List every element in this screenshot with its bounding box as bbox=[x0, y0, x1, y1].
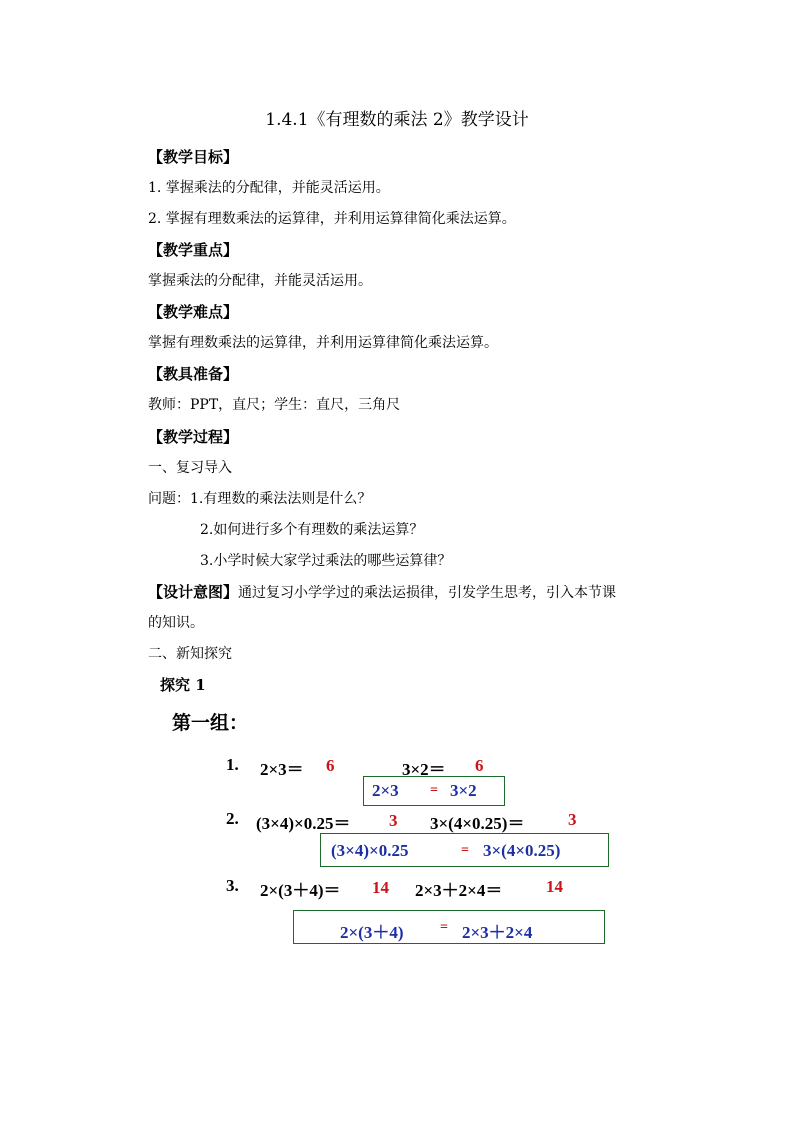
goals-heading: 【教学目标】 bbox=[148, 148, 239, 166]
key-heading: 【教学重点】 bbox=[148, 241, 239, 259]
explore-1-heading: 探究 1 bbox=[160, 676, 206, 694]
design-intent-line-2: 的知识。 bbox=[148, 615, 204, 631]
row-2-box-right: 3×(4×0.25) bbox=[483, 841, 561, 860]
row-3-right-answer: 14 bbox=[546, 877, 563, 896]
question-3: 3.小学时候大家学过乘法的哪些运算律？ bbox=[200, 553, 452, 569]
row-2-number: 2. bbox=[226, 809, 239, 828]
group-title: 第一组： bbox=[172, 713, 249, 734]
question-1-text: 1.有理数的乘法法则是什么？ bbox=[190, 491, 372, 507]
row-3-box-left: 2×(3＋4) bbox=[340, 923, 404, 942]
process-heading: 【教学过程】 bbox=[148, 428, 239, 446]
design-intent-label: 【设计意图】 bbox=[148, 583, 239, 601]
difficulty-heading: 【教学难点】 bbox=[148, 303, 239, 321]
difficulty-text: 掌握有理数乘法的运算律，并利用运算律简化乘法运算。 bbox=[148, 335, 498, 351]
row-3-right-expr: 2×3＋2×4＝ bbox=[415, 881, 503, 900]
row-1-box-right: 3×2 bbox=[450, 781, 477, 800]
row-1-law-box bbox=[363, 776, 505, 806]
design-intent bbox=[148, 581, 616, 602]
row-2-box-left: (3×4)×0.25 bbox=[331, 841, 409, 860]
row-3-number: 3. bbox=[226, 876, 239, 895]
row-3-box-equals: = bbox=[440, 920, 448, 935]
question-prefix: 问题： bbox=[148, 491, 190, 507]
row-2-law-box bbox=[320, 833, 609, 867]
row-3-box-right: 2×3＋2×4 bbox=[462, 923, 533, 942]
row-1-box-equals: = bbox=[430, 783, 438, 798]
row-3-law-box bbox=[293, 910, 605, 944]
row-3-left-expr: 2×(3＋4)＝ bbox=[260, 881, 341, 900]
row-3-left-answer: 14 bbox=[372, 878, 389, 897]
row-2-box-equals: = bbox=[461, 843, 469, 858]
row-1-right-expr: 3×2＝ bbox=[402, 760, 446, 779]
tools-heading: 【教具准备】 bbox=[148, 365, 239, 383]
part-2-heading: 二、新知探究 bbox=[148, 646, 232, 662]
row-1-left-expr: 2×3＝ bbox=[260, 760, 304, 779]
part-1-heading: 一、复习导入 bbox=[148, 460, 232, 476]
tools-text: 教师：PPT，直尺；学生：直尺，三角尺 bbox=[148, 397, 401, 413]
document-title: 1.4.1《有理数的乘法 2》教学设计 bbox=[265, 110, 529, 130]
row-2-right-expr: 3×(4×0.25)＝ bbox=[430, 814, 525, 833]
question-1 bbox=[148, 488, 371, 508]
row-1-number: 1. bbox=[226, 755, 239, 774]
row-1-left-answer: 6 bbox=[326, 756, 335, 775]
row-1-right-answer: 6 bbox=[475, 756, 484, 775]
design-intent-line-1: 通过复习小学学过的乘法运损律，引发学生思考，引入本节课 bbox=[238, 585, 617, 601]
row-2-left-expr: (3×4)×0.25＝ bbox=[256, 814, 351, 833]
goal-2: 2. 掌握有理数乘法的运算律，并利用运算律简化乘法运算。 bbox=[148, 211, 516, 227]
row-2-left-answer: 3 bbox=[389, 811, 398, 830]
row-1-box-left: 2×3 bbox=[372, 781, 399, 800]
key-text: 掌握乘法的分配律，并能灵活运用。 bbox=[148, 273, 372, 289]
goal-1: 1. 掌握乘法的分配律，并能灵活运用。 bbox=[148, 180, 390, 196]
row-2-right-answer: 3 bbox=[568, 810, 577, 829]
question-2: 2.如何进行多个有理数的乘法运算？ bbox=[200, 522, 424, 538]
